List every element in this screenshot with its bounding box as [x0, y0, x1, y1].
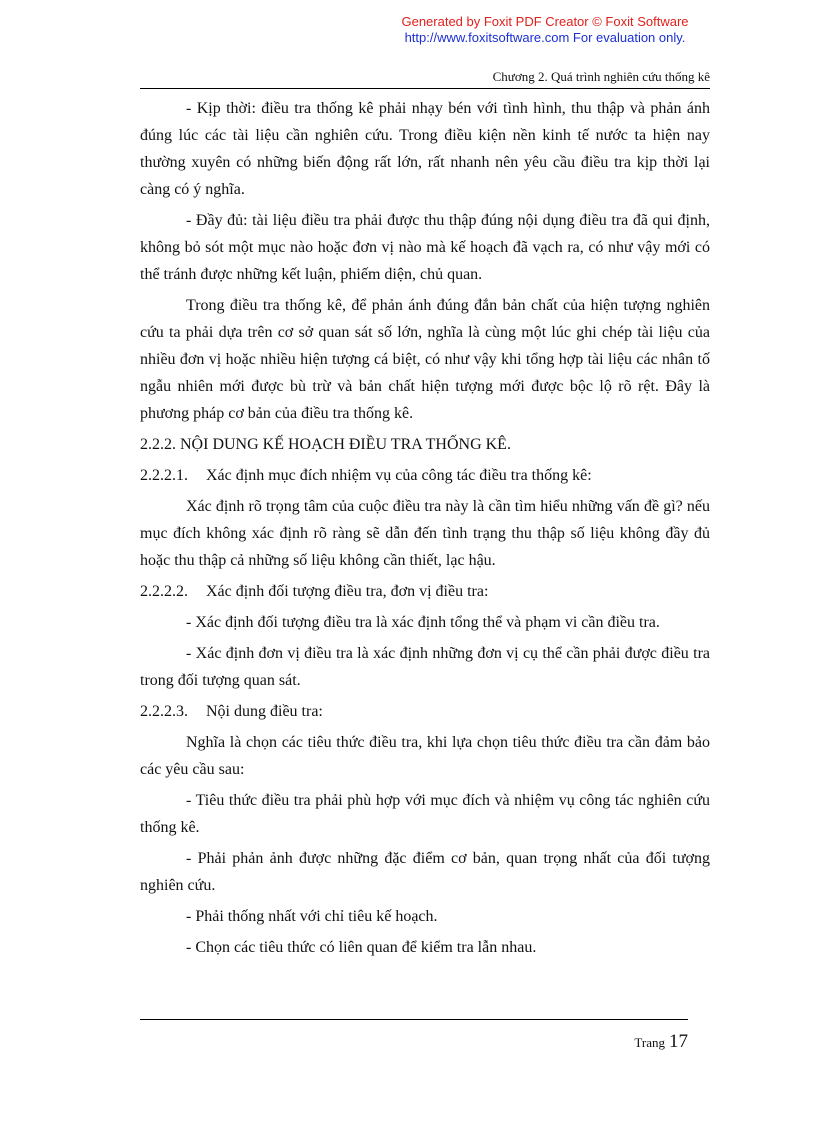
subsection-heading-2	[140, 578, 710, 605]
list-item: - Xác định đơn vị điều tra là xác định những đơn vị cụ thể cần phải được điều tra trong đối tượng quan sát.	[140, 645, 710, 689]
header-divider	[140, 88, 710, 89]
page-number-value: 17	[669, 1031, 688, 1052]
watermark-line-1: Generated by Foxit PDF Creator © Foxit Software	[401, 14, 689, 29]
page-body	[140, 95, 710, 965]
list-item: - Tiêu thức điều tra phải phù hợp với mục đích và nhiệm vụ công tác nghiên cứu thống kê.	[140, 792, 710, 836]
list-item: - Phải thống nhất với chỉ tiêu kế hoạch.	[186, 908, 438, 925]
paragraph-completeness: - Đầy đủ: tài liệu điều tra phải được thu thập đúng nội dụng điều tra đã qui định, không bỏ sót một mục nào hoặc đơn vị nào mà kế hoạch đã vạch ra, có như vậy mới có thể tránh được những kết luận, phiếm diện, chủ quan.	[140, 212, 710, 283]
watermark-line-2: http://www.foxitsoftware.com For evaluation only.	[404, 30, 686, 45]
foxit-watermark	[380, 14, 710, 46]
subsection-heading-3	[140, 698, 710, 725]
footer-divider	[140, 1019, 688, 1020]
page-label: Trang	[634, 1035, 665, 1050]
subsection-number: 2.2.2.1.	[140, 467, 188, 484]
page-number	[560, 1031, 688, 1053]
paragraph-timeliness: - Kịp thời: điều tra thống kê phải nhạy bén với tình hình, thu thập và phản ánh đúng lúc các tài liệu cần nghiên cứu. Trong điều kiện nền kinh tế nước ta hiện nay thường xuyên có những biến động rất lớn, rất nhanh nên yêu cầu điều tra kịp thời lại càng có ý nghĩa.	[140, 100, 710, 198]
list-item: - Phải phản ảnh được những đặc điểm cơ bản, quan trọng nhất của đối tượng nghiên cứu.	[140, 850, 710, 894]
paragraph-content-definition: Nghĩa là chọn các tiêu thức điều tra, khi lựa chọn tiêu thức điều tra cần đảm bảo các yêu cầu sau:	[140, 734, 710, 778]
subsection-title: Xác định đối tượng điều tra, đơn vị điều tra:	[206, 583, 489, 600]
subsection-title: Nội dung điều tra:	[206, 703, 323, 720]
list-item: - Xác định đối tượng điều tra là xác định tổng thể và phạm vi cần điều tra.	[186, 614, 660, 631]
running-header: Chương 2. Quá trình nghiên cứu thống kê	[492, 69, 710, 84]
list-item: - Chọn các tiêu thức có liên quan để kiểm tra lẫn nhau.	[186, 939, 537, 956]
paragraph-purpose: Xác định rõ trọng tâm của cuộc điều tra này là cần tìm hiểu những vấn đề gì? nếu mục đích không xác định rõ ràng sẽ dẫn đến tình trạng thu thập số liệu không đầy đủ hoặc thu thập cả những số liệu không cần thiết, lạc hậu.	[140, 498, 710, 569]
subsection-number: 2.2.2.2.	[140, 583, 188, 600]
subsection-heading-1	[140, 462, 710, 489]
paragraph-large-observation: Trong điều tra thống kê, để phản ánh đúng đắn bản chất của hiện tượng nghiên cứu ta phải dựa trên cơ sở quan sát số lớn, nghĩa là cùng một lúc ghi chép tài liệu của nhiều đơn vị hoặc nhiều hiện tượng cá biệt, có như vậy khi tổng hợp tài liệu các nhân tố ngẫu nhiên mới được bù trừ và bản chất hiện tượng mới được bộc lộ rõ rệt. Đây là phương pháp cơ bản của điều tra thống kê.	[140, 297, 710, 422]
subsection-number: 2.2.2.3.	[140, 703, 188, 720]
subsection-title: Xác định mục đích nhiệm vụ của công tác điều tra thống kê:	[206, 467, 592, 484]
section-heading: 2.2.2. NỘI DUNG KẾ HOẠCH ĐIỀU TRA THỐNG KÊ.	[140, 436, 511, 453]
